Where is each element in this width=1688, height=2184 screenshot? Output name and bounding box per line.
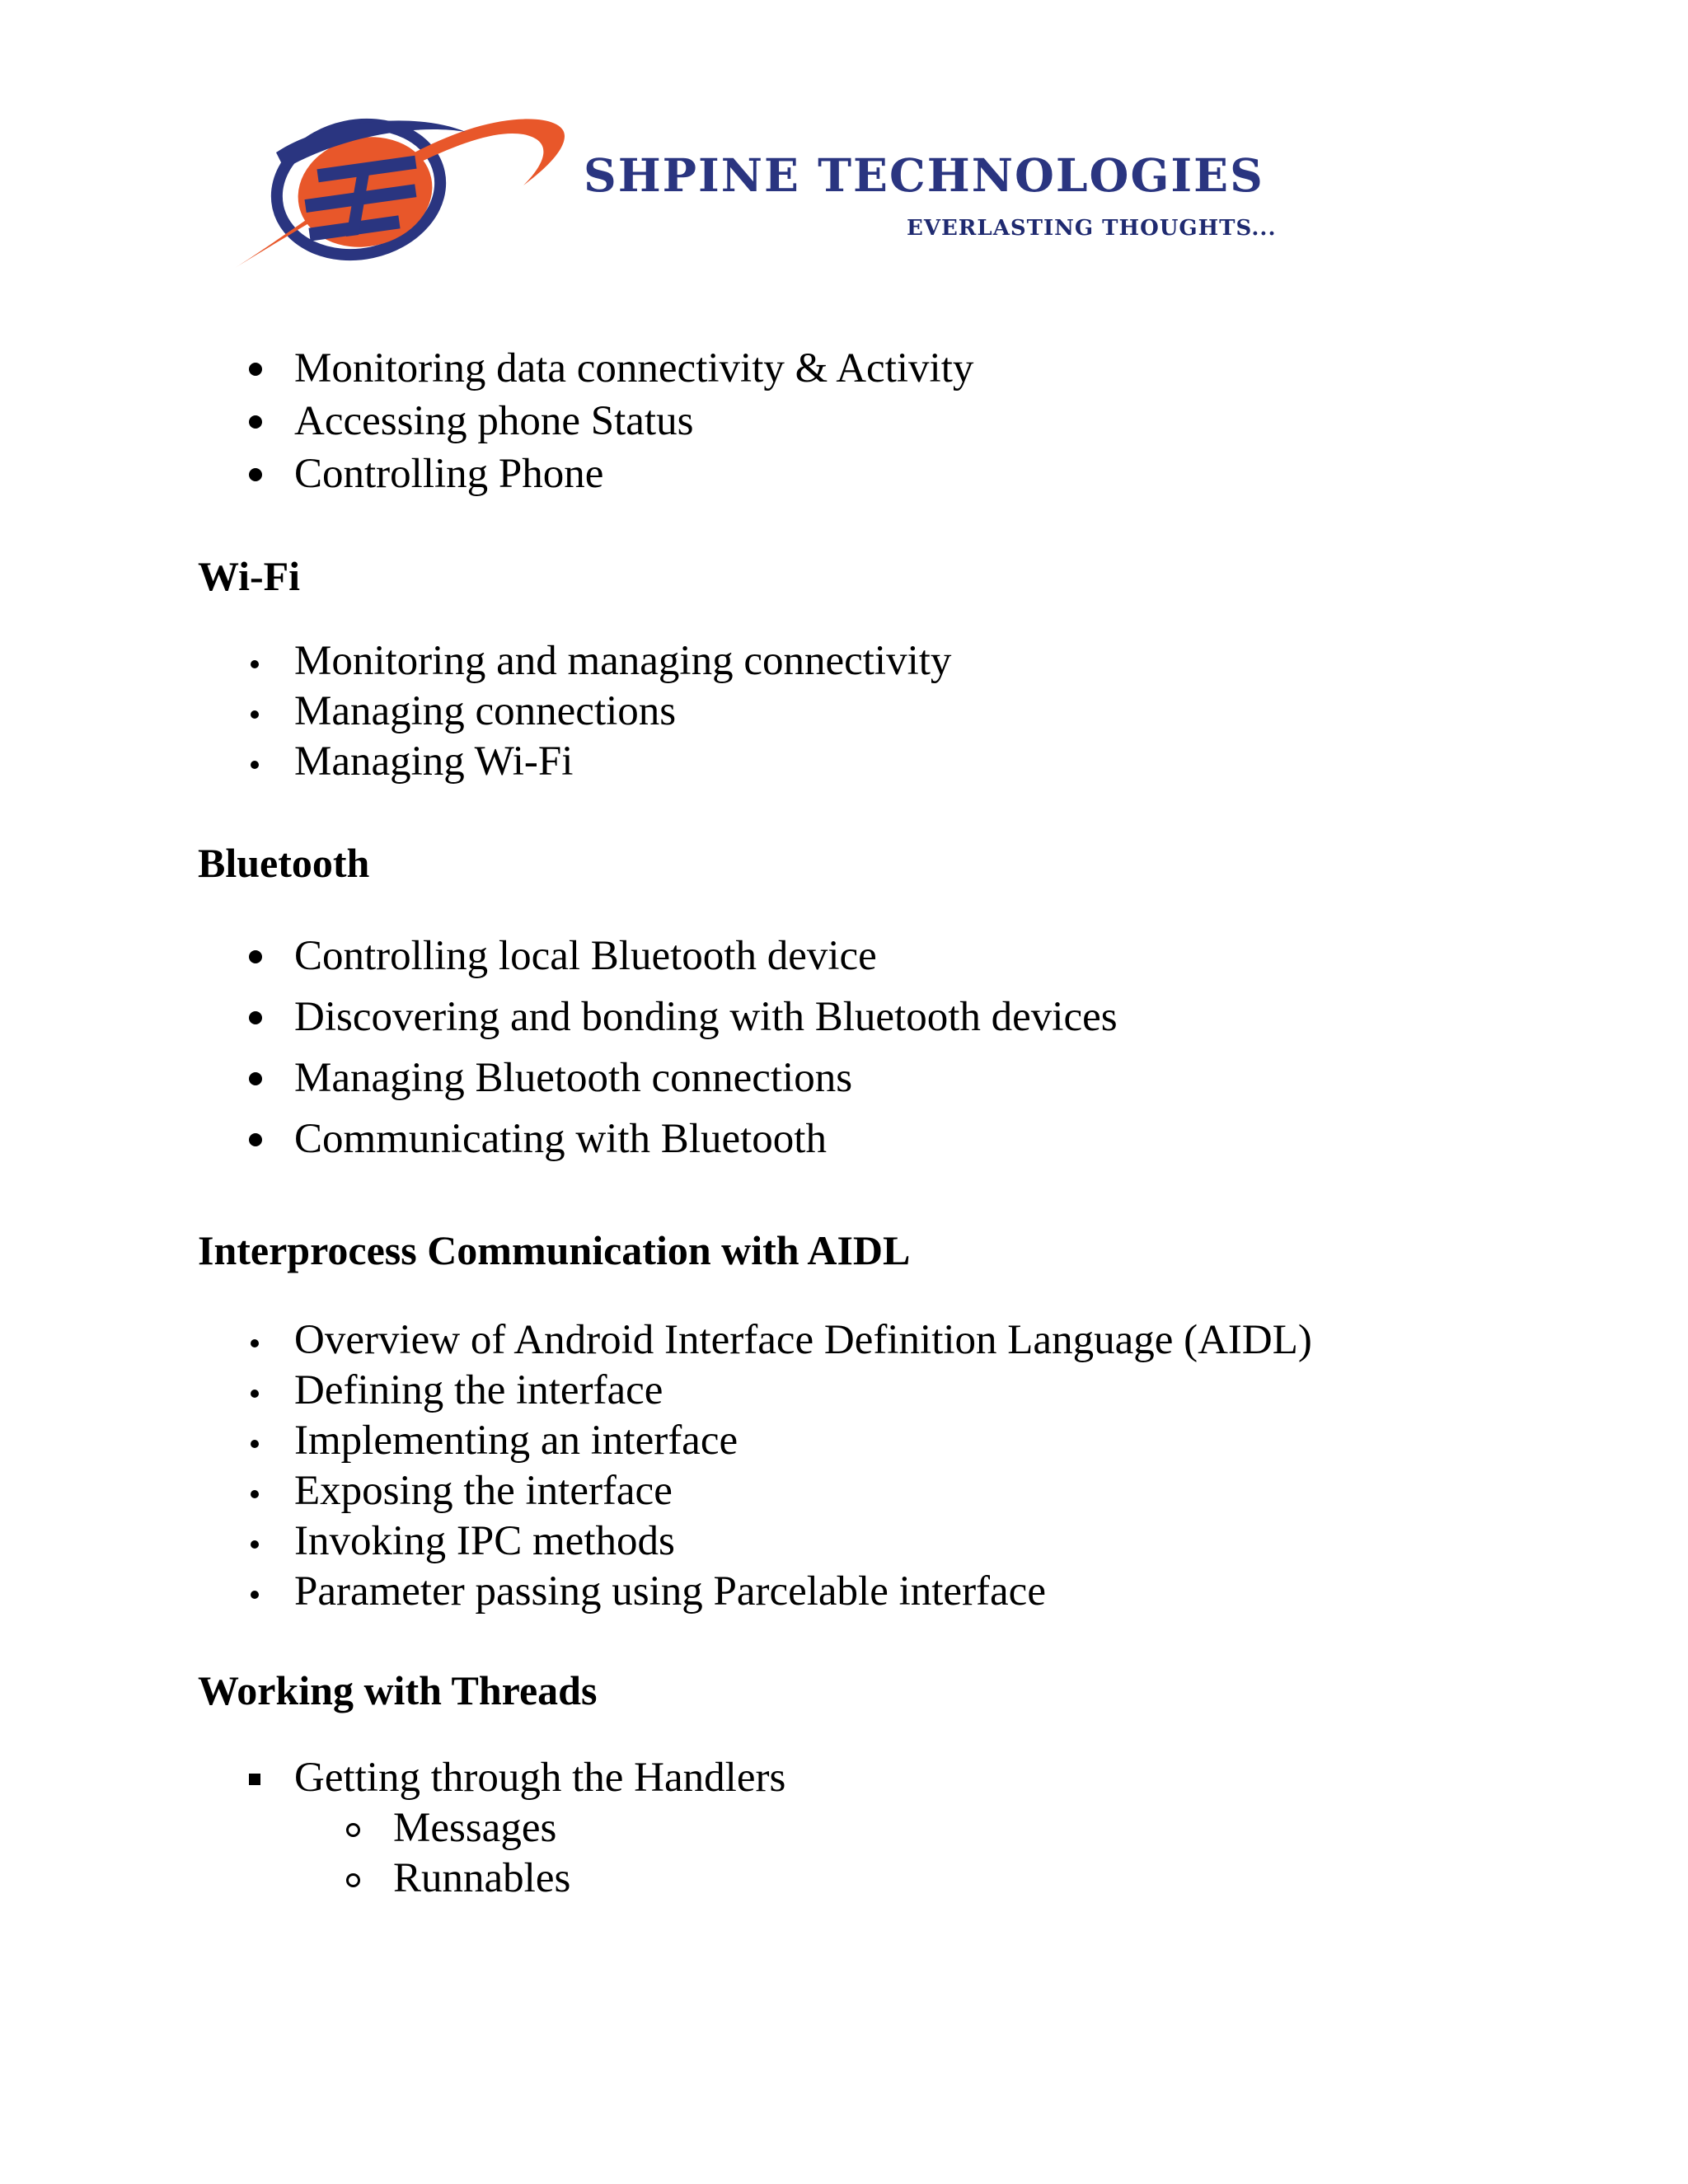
list-item: Accessing phone Status <box>0 395 1688 448</box>
wifi-list <box>0 636 1688 787</box>
threads-list <box>0 1753 1688 1904</box>
bullet-icon <box>251 660 259 668</box>
list-item: Discovering and bonding with Bluetooth devices <box>0 987 1688 1047</box>
bullet-icon <box>249 1072 262 1085</box>
list-item: Monitoring and managing connectivity <box>0 636 1688 687</box>
section-heading-aidl: Interprocess Communication with AIDL <box>198 1227 911 1273</box>
sub-list-item: Messages <box>0 1803 1688 1854</box>
bullet-icon <box>251 1440 259 1448</box>
list-item: Controlling local Bluetooth device <box>0 926 1688 987</box>
bullet-icon <box>251 710 259 719</box>
bullet-icon <box>249 415 262 429</box>
list-item: Invoking IPC methods <box>0 1516 1688 1567</box>
bluetooth-list <box>0 926 1688 1169</box>
list-item: Communicating with Bluetooth <box>0 1108 1688 1169</box>
list-item: Defining the interface <box>0 1366 1688 1416</box>
company-tagline: EVERLASTING THOUGHTS... <box>907 216 1277 241</box>
circle-bullet-icon <box>346 1873 360 1887</box>
aidl-list <box>0 1315 1688 1617</box>
company-name: SHPINE TECHNOLOGIES <box>584 148 1264 202</box>
bullet-icon <box>249 950 262 963</box>
bullet-icon <box>251 1540 259 1549</box>
list-item: Controlling Phone <box>0 448 1688 500</box>
list-item: Managing Bluetooth connections <box>0 1047 1688 1108</box>
sub-list-item: Runnables <box>0 1854 1688 1904</box>
bullet-icon <box>249 1011 262 1024</box>
circle-bullet-icon <box>346 1823 360 1837</box>
bullet-icon <box>249 1133 262 1146</box>
bullet-icon <box>251 1390 259 1398</box>
bullet-icon <box>251 1591 259 1599</box>
section-heading-bluetooth: Bluetooth <box>198 840 370 886</box>
section-heading-wifi: Wi-Fi <box>198 553 301 599</box>
list-item: Managing Wi-Fi <box>0 737 1688 787</box>
list-item: Monitoring data connectivity & Activity <box>0 342 1688 395</box>
bullet-icon <box>249 363 262 376</box>
bullet-icon <box>251 1490 259 1498</box>
list-item: Implementing an interface <box>0 1416 1688 1466</box>
bullet-icon <box>251 761 259 769</box>
list-item: Exposing the interface <box>0 1466 1688 1516</box>
list-item: Parameter passing using Parcelable interface <box>0 1567 1688 1617</box>
list-item: Getting through the Handlers <box>0 1753 1688 1803</box>
bullet-icon <box>251 1339 259 1347</box>
intro-list <box>0 342 1688 500</box>
shpine-logo-icon <box>227 103 573 280</box>
list-item: Overview of Android Interface Definition Language (AIDL) <box>0 1315 1688 1366</box>
list-item: Managing connections <box>0 687 1688 737</box>
section-heading-threads: Working with Threads <box>198 1667 598 1713</box>
bullet-icon <box>249 468 262 481</box>
square-bullet-icon <box>249 1774 260 1785</box>
